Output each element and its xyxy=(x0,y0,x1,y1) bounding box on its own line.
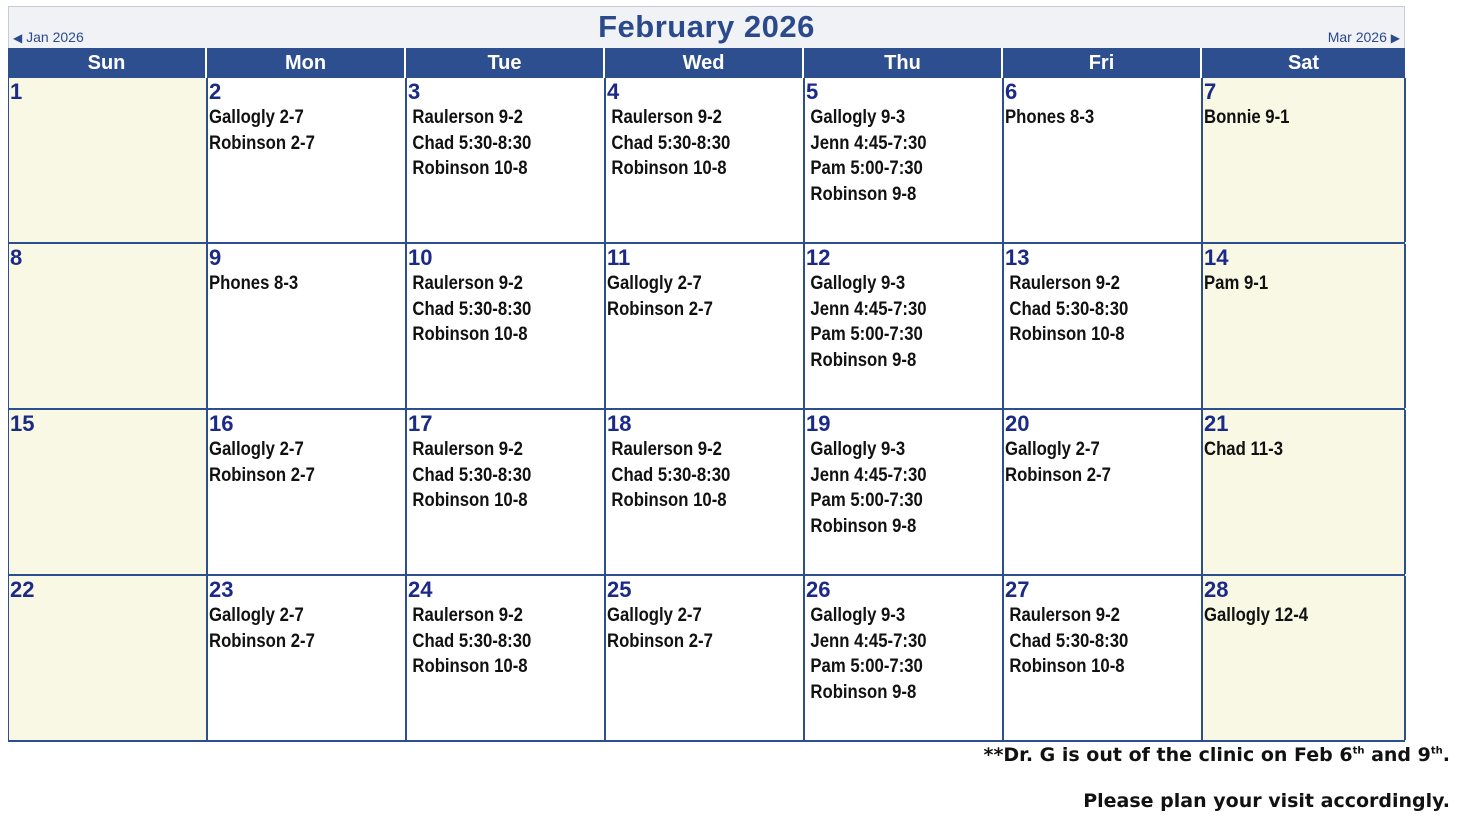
day-cell[interactable] xyxy=(606,78,805,242)
day-number: 3 xyxy=(408,79,421,104)
day-cell[interactable] xyxy=(606,244,805,408)
day-number: 17 xyxy=(408,411,433,436)
day-entries xyxy=(806,271,1002,373)
day-number: 13 xyxy=(1005,245,1030,270)
day-cell[interactable] xyxy=(1004,410,1203,574)
day-number: 4 xyxy=(607,79,620,104)
day-number: 1 xyxy=(10,79,23,104)
day-cell[interactable] xyxy=(1004,576,1203,740)
schedule-entry[interactable]: Gallogly 2-7 xyxy=(209,439,304,460)
day-number: 14 xyxy=(1204,245,1229,270)
day-entries xyxy=(1005,603,1201,680)
day-cell[interactable] xyxy=(407,78,606,242)
day-entries xyxy=(209,437,405,488)
day-entries xyxy=(1204,603,1404,629)
day-number: 25 xyxy=(607,577,632,602)
day-number: 16 xyxy=(209,411,234,436)
schedule-entry[interactable]: Gallogly 2-7 xyxy=(209,107,304,128)
schedule-entry[interactable]: Robinson 10-8 xyxy=(412,490,528,511)
day-entries xyxy=(408,437,604,514)
day-cell[interactable] xyxy=(805,576,1004,740)
calendar-grid xyxy=(8,78,1405,742)
schedule-entry[interactable]: Raulerson 9-2 xyxy=(412,605,523,626)
schedule-entry[interactable]: Robinson 9-8 xyxy=(810,349,917,371)
schedule-entry[interactable]: Raulerson 9-2 xyxy=(1009,605,1120,626)
weekday-header-3: Wed xyxy=(605,48,804,78)
day-number: 19 xyxy=(806,411,831,436)
note-text-a: **Dr. G is out of the clinic on Feb 6 xyxy=(983,744,1353,766)
schedule-entry[interactable]: Chad 11-3 xyxy=(1204,439,1283,460)
day-entries xyxy=(1005,271,1201,348)
schedule-entry[interactable]: Robinson 2-7 xyxy=(209,464,315,486)
day-entries xyxy=(408,105,604,182)
plan-visit-note: Please plan your visit accordingly. xyxy=(1083,790,1450,812)
day-entries xyxy=(1204,271,1404,297)
schedule-entry[interactable]: Pam 5:00-7:30 xyxy=(810,656,923,677)
day-number: 27 xyxy=(1005,577,1030,602)
day-number: 12 xyxy=(806,245,831,270)
day-number: 28 xyxy=(1204,577,1229,602)
day-cell[interactable] xyxy=(1203,576,1406,740)
day-entries xyxy=(607,105,803,182)
schedule-entry[interactable]: Raulerson 9-2 xyxy=(1009,273,1120,294)
day-entries xyxy=(607,437,803,514)
schedule-entry[interactable]: Gallogly 9-3 xyxy=(810,439,906,460)
day-entries xyxy=(806,105,1002,207)
day-number: 6 xyxy=(1005,79,1018,104)
month-title: February 2026 xyxy=(598,9,815,44)
schedule-entry[interactable]: Gallogly 2-7 xyxy=(209,605,304,626)
schedule-entry[interactable]: Jenn 4:45-7:30 xyxy=(810,630,927,652)
clinic-closure-note xyxy=(984,744,1450,766)
week-row xyxy=(9,244,1405,410)
schedule-entry[interactable]: Robinson 2-7 xyxy=(209,132,315,154)
day-entries xyxy=(1204,437,1404,463)
day-cell[interactable] xyxy=(805,244,1004,408)
schedule-entry[interactable]: Chad 5:30-8:30 xyxy=(412,132,532,154)
day-entries xyxy=(209,271,405,297)
schedule-entry[interactable]: Raulerson 9-2 xyxy=(412,439,523,460)
day-entries xyxy=(209,105,405,156)
weekday-header-1: Mon xyxy=(207,48,406,78)
day-number: 5 xyxy=(806,79,819,104)
schedule-entry[interactable]: Raulerson 9-2 xyxy=(412,107,523,128)
day-number: 11 xyxy=(607,245,631,270)
schedule-entry[interactable]: Chad 5:30-8:30 xyxy=(412,298,532,320)
schedule-entry[interactable]: Robinson 10-8 xyxy=(412,656,528,677)
day-cell[interactable] xyxy=(9,244,208,408)
schedule-entry[interactable]: Pam 5:00-7:30 xyxy=(810,158,923,179)
day-number: 2 xyxy=(209,79,222,104)
note-sup-1: th xyxy=(1352,745,1365,757)
calendar-title-bar xyxy=(8,6,1405,48)
schedule-entry[interactable]: Robinson 10-8 xyxy=(1009,656,1125,677)
schedule-entry[interactable]: Robinson 10-8 xyxy=(611,490,727,511)
schedule-entry[interactable]: Gallogly 9-3 xyxy=(810,107,906,128)
day-cell[interactable] xyxy=(407,244,606,408)
schedule-entry[interactable]: Jenn 4:45-7:30 xyxy=(810,132,927,154)
day-cell[interactable] xyxy=(805,78,1004,242)
day-number: 23 xyxy=(209,577,234,602)
day-cell[interactable] xyxy=(208,78,407,242)
schedule-entry[interactable]: Robinson 2-7 xyxy=(607,630,713,652)
left-triangle-icon: ◀ xyxy=(13,31,23,45)
schedule-entry[interactable]: Robinson 2-7 xyxy=(209,630,315,652)
schedule-entry[interactable]: Robinson 2-7 xyxy=(1005,464,1111,486)
schedule-entry[interactable]: Bonnie 9-1 xyxy=(1204,107,1290,128)
day-entries xyxy=(607,603,803,654)
schedule-entry[interactable]: Raulerson 9-2 xyxy=(611,439,722,460)
weekday-header-row xyxy=(8,48,1405,78)
day-cell[interactable] xyxy=(606,410,805,574)
note-text-c: . xyxy=(1442,744,1450,766)
day-cell[interactable] xyxy=(1203,78,1406,242)
right-triangle-icon: ▶ xyxy=(1390,31,1400,45)
schedule-entry[interactable]: Gallogly 2-7 xyxy=(607,273,702,294)
day-cell[interactable] xyxy=(606,576,805,740)
day-entries xyxy=(1005,105,1201,131)
day-cell[interactable] xyxy=(407,410,606,574)
schedule-entry[interactable]: Gallogly 2-7 xyxy=(1005,439,1100,460)
week-row xyxy=(9,410,1405,576)
day-number: 10 xyxy=(408,245,433,270)
schedule-entry[interactable]: Chad 5:30-8:30 xyxy=(1009,298,1129,320)
schedule-entry[interactable]: Chad 5:30-8:30 xyxy=(412,630,532,652)
note-sup-2: th xyxy=(1430,745,1443,757)
day-number: 22 xyxy=(10,577,35,602)
day-cell[interactable] xyxy=(9,410,208,574)
day-number: 9 xyxy=(209,245,222,270)
day-number: 7 xyxy=(1204,79,1217,104)
schedule-entry[interactable]: Robinson 9-8 xyxy=(810,681,917,703)
schedule-entry[interactable]: Robinson 10-8 xyxy=(611,158,727,179)
weekday-header-4: Thu xyxy=(804,48,1003,78)
schedule-entry[interactable]: Jenn 4:45-7:30 xyxy=(810,298,927,320)
schedule-entry[interactable]: Robinson 9-8 xyxy=(810,515,917,537)
schedule-entry[interactable]: Pam 5:00-7:30 xyxy=(810,324,923,345)
day-entries xyxy=(806,437,1002,539)
weekday-header-5: Fri xyxy=(1003,48,1202,78)
day-cell[interactable] xyxy=(805,410,1004,574)
day-entries xyxy=(1204,105,1404,131)
schedule-entry[interactable]: Chad 5:30-8:30 xyxy=(1009,630,1129,652)
day-entries xyxy=(1005,437,1201,488)
note-text-b: and 9 xyxy=(1364,744,1431,766)
schedule-entry[interactable]: Robinson 9-8 xyxy=(810,183,917,205)
weekday-header-0: Sun xyxy=(8,48,207,78)
day-cell[interactable] xyxy=(1004,78,1203,242)
schedule-entry[interactable]: Gallogly 9-3 xyxy=(810,605,906,626)
schedule-entry[interactable]: Chad 5:30-8:30 xyxy=(611,132,731,154)
day-entries xyxy=(408,603,604,680)
day-number: 21 xyxy=(1204,411,1229,436)
schedule-entry[interactable]: Chad 5:30-8:30 xyxy=(611,464,731,486)
day-number: 26 xyxy=(806,577,831,602)
day-entries xyxy=(209,603,405,654)
week-row xyxy=(9,576,1405,742)
day-cell[interactable] xyxy=(1004,244,1203,408)
day-cell[interactable] xyxy=(208,576,407,740)
schedule-entry[interactable]: Gallogly 2-7 xyxy=(607,605,702,626)
schedule-entry[interactable]: Robinson 10-8 xyxy=(1009,324,1125,345)
day-cell[interactable] xyxy=(208,410,407,574)
next-month-link[interactable] xyxy=(1328,29,1400,45)
day-number: 24 xyxy=(408,577,433,602)
day-entries xyxy=(806,603,1002,705)
schedule-entry[interactable]: Robinson 2-7 xyxy=(607,298,713,320)
schedule-entry[interactable]: Robinson 10-8 xyxy=(412,158,528,179)
day-cell[interactable] xyxy=(1203,244,1406,408)
day-cell[interactable] xyxy=(407,576,606,740)
schedule-entry[interactable]: Raulerson 9-2 xyxy=(611,107,722,128)
day-entries xyxy=(607,271,803,322)
day-entries xyxy=(408,271,604,348)
schedule-entry[interactable]: Gallogly 9-3 xyxy=(810,273,906,294)
schedule-entry[interactable]: Pam 9-1 xyxy=(1204,273,1269,294)
day-cell[interactable] xyxy=(9,78,208,242)
prev-month-label: Jan 2026 xyxy=(26,29,84,45)
schedule-entry[interactable]: Raulerson 9-2 xyxy=(412,273,523,294)
calendar xyxy=(8,6,1405,742)
day-cell[interactable] xyxy=(9,576,208,740)
day-cell[interactable] xyxy=(1203,410,1406,574)
day-cell[interactable] xyxy=(208,244,407,408)
next-month-label: Mar 2026 xyxy=(1327,29,1387,45)
schedule-entry[interactable]: Gallogly 12-4 xyxy=(1204,605,1309,626)
weekday-header-2: Tue xyxy=(406,48,605,78)
schedule-entry[interactable]: Robinson 10-8 xyxy=(412,324,528,345)
schedule-entry[interactable]: Jenn 4:45-7:30 xyxy=(810,464,927,486)
day-number: 8 xyxy=(10,245,23,270)
day-number: 18 xyxy=(607,411,632,436)
week-row xyxy=(9,78,1405,244)
schedule-entry[interactable]: Chad 5:30-8:30 xyxy=(412,464,532,486)
schedule-entry[interactable]: Phones 8-3 xyxy=(1005,107,1095,128)
schedule-entry[interactable]: Pam 5:00-7:30 xyxy=(810,490,923,511)
day-number: 15 xyxy=(10,411,35,436)
day-number: 20 xyxy=(1005,411,1030,436)
schedule-entry[interactable]: Phones 8-3 xyxy=(209,273,299,294)
weekday-header-6: Sat xyxy=(1287,52,1320,74)
